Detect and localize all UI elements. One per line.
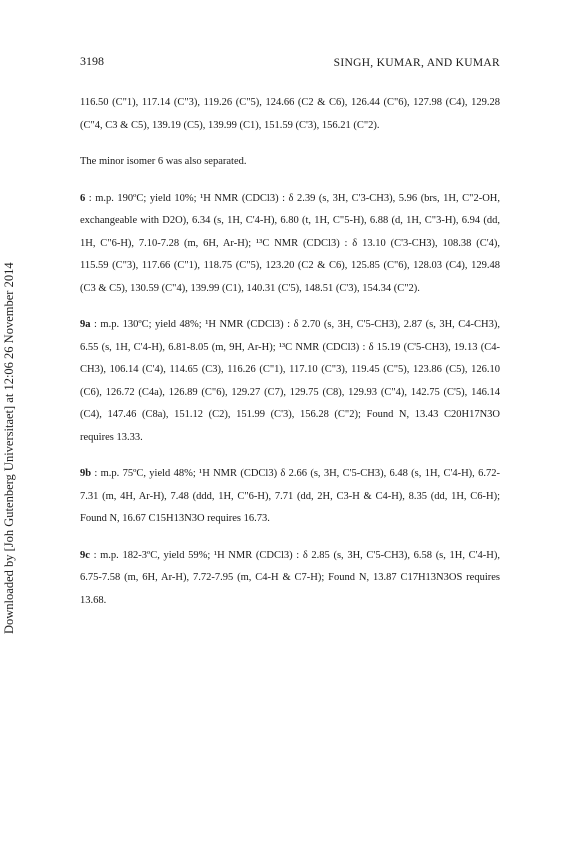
- paragraph-text: : m.p. 75ºC, yield 48%; ¹H NMR (CDCl3) δ 2.66 (s, 3H, C'5-CH3), 6.48 (s, 1H, C'4-H), 6.72-7.31 (m, 4H, Ar-H), 7.48 (ddd, 1H, C"6-H), 7.71 (dd, 2H, C3-H & C4-H), 8.35 (dd, 1H, C6-H); Found N, 16.67 C15H13N3O requires 16.73.: [80, 468, 500, 524]
- compound-9a-data: [80, 314, 500, 449]
- compound-label: 9c: [80, 549, 90, 561]
- compound-9b-data: [80, 463, 500, 531]
- article-body: [80, 92, 500, 612]
- compound-label: 9a: [80, 319, 91, 330]
- paragraph-text: : m.p. 182-3ºC, yield 59%; ¹H NMR (CDCl3) : δ 2.85 (s, 3H, C'5-CH3), 6.58 (s, 1H, C'4-H), 6.75-7.58 (m, 6H, Ar-H), 7.72-7.95 (m, C4-H & C7-H); Found N, 13.87 C17H13N3OS requires 13.68.: [80, 549, 500, 606]
- compound-6-data: [80, 188, 500, 301]
- paragraph-text: : m.p. 190ºC; yield 10%; ¹H NMR (CDCl3) : δ 2.39 (s, 3H, C'3-CH3), 5.96 (brs, 1H, C"2-OH, exchangeable with D2O), 6.34 (s, 1H, C'4-H), 6.80 (t, 1H, C"5-H), 6.88 (d, 1H, C"3-H), 6.94 (dd, 1H, C"6-H), 7.10-7.28 (m, 6H, Ar-H); ¹³C NMR (CDCl3) : δ 13.10 (C'3-CH3), 108.38 (C'4), 115.59 (C"3), 117.66 (C"1), 118.75 (C"5), 123.20 (C2 & C6), 125.85 (C"6), 128.03 (C4), 129.48 (C3 & C5), 130.59 (C"4), 139.99 (C1), 140.31 (C'5), 148.51 (C'3), 154.34 (C"2).: [80, 192, 500, 294]
- paragraph-text: The minor isomer 6 was also separated.: [80, 156, 247, 167]
- paragraph-text: : m.p. 130ºC; yield 48%; ¹H NMR (CDCl3) : δ 2.70 (s, 3H, C'5-CH3), 2.87 (s, 3H, C4-CH3), 6.55 (s, 1H, C'4-H), 6.81-8.05 (m, 9H, Ar-H); ¹³C NMR (CDCl3) : δ 15.19 (C'5-CH3), 19.13 (C4-CH3), 106.14 (C'4), 114.65 (C3), 116.26 (C"1), 117.10 (C"3), 119.45 (C"5), 123.86 (C5), 126.10 (C6), 126.72 (C4a), 126.89 (C"6), 129.27 (C7), 129.75 (C8), 129.93 (C"4), 142.75 (C'5), 146.14 (C4), 147.46 (C8a), 151.12 (C2), 151.99 (C'3), 156.28 (C"2); Found N, 13.43 C20H17N3O requires 13.33.: [80, 319, 500, 443]
- compound-9c-data: [80, 545, 500, 613]
- paragraph-text: 116.50 (C"1), 117.14 (C"3), 119.26 (C"5), 124.66 (C2 & C6), 126.44 (C"6), 127.98 (C4), 129.28 (C"4, C3 & C5), 139.19 (C5), 139.99 (C1), 151.59 (C'3), 156.21 (C"2).: [80, 97, 500, 131]
- compound-label: 9b: [80, 468, 92, 479]
- minor-isomer-note: [80, 151, 500, 174]
- compound-label: 6: [80, 192, 86, 204]
- download-watermark: Downloaded by [Joh Gutenberg Universitaet] at 12:06 26 November 2014: [2, 262, 16, 634]
- running-header: SINGH, KUMAR, AND KUMAR: [333, 57, 500, 69]
- page-number: 3198: [80, 54, 104, 68]
- nmr-continuation-paragraph: [80, 92, 500, 137]
